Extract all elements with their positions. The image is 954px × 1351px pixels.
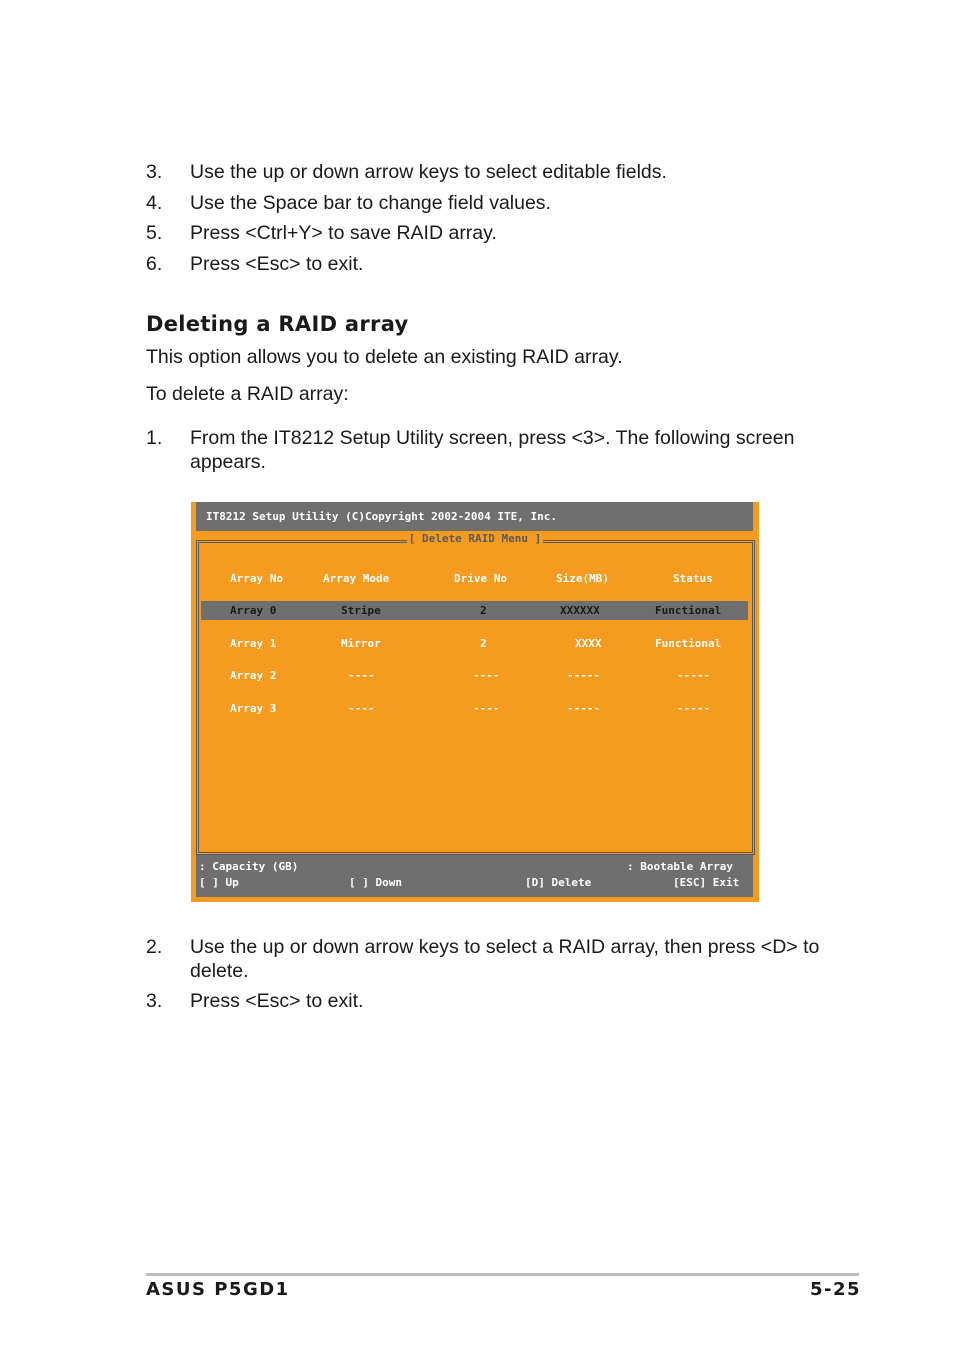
delete-key: [D] Delete (525, 876, 592, 889)
table-row-cell: ----- (567, 669, 601, 682)
bios-key-legend (196, 855, 753, 897)
table-row-cell: 2 (480, 637, 487, 650)
step-text: From the IT8212 Setup Utility screen, press <3>. The following screen appears. (190, 427, 795, 473)
col-header-drive-no: Drive No (454, 572, 507, 585)
step-number: 3. (146, 990, 163, 1012)
col-header-array-no: Array No (230, 572, 283, 585)
table-row-cell: ---- (473, 669, 500, 682)
table-row-cell: ---- (348, 669, 375, 682)
col-header-size: Size(MB) (556, 572, 609, 585)
down-key: [ ] Down (349, 876, 402, 889)
section-title: Deleting a RAID array (146, 312, 409, 336)
bios-menu-frame (196, 540, 755, 855)
menu-title-text: [ Delete RAID Menu ] (408, 532, 542, 545)
step-number: 4. (146, 192, 163, 214)
table-row-cell[interactable]: Array 1 (230, 637, 277, 650)
table-row-cell: ---- (473, 702, 500, 715)
table-row-cell[interactable]: Array 3 (230, 702, 277, 715)
table-row-cell: Stripe (341, 604, 381, 617)
footer-product: ASUS P5GD1 (146, 1279, 290, 1300)
table-row-cell[interactable]: Array 0 (230, 604, 277, 617)
step-number: 1. (146, 427, 163, 449)
step-number: 3. (146, 161, 163, 183)
intro-paragraph: This option allows you to delete an existing RAID array. (146, 346, 623, 368)
intro-paragraph-2: To delete a RAID array: (146, 383, 349, 405)
page-number: 5-25 (810, 1279, 862, 1300)
bios-menu-title (191, 532, 759, 545)
table-row-cell: ----- (677, 669, 711, 682)
table-row-cell: ---- (348, 702, 375, 715)
esc-exit-key: [ESC] Exit (673, 876, 740, 889)
step-text: Use the up or down arrow keys to select editable fields. (190, 161, 667, 183)
step-text: Press <Esc> to exit. (190, 990, 364, 1012)
table-row-cell[interactable]: Array 2 (230, 669, 277, 682)
step-number: 2. (146, 936, 163, 958)
footer-rule (146, 1273, 859, 1276)
capacity-legend: : Capacity (GB) (199, 860, 299, 873)
table-row-cell: ----- (567, 702, 601, 715)
table-row-cell: Functional (655, 637, 722, 650)
step-text: Use the Space bar to change field values. (190, 192, 551, 214)
col-header-array-mode: Array Mode (323, 572, 390, 585)
up-key: [ ] Up (199, 876, 239, 889)
step-text: Press <Ctrl+Y> to save RAID array. (190, 222, 497, 244)
bootable-legend: : Bootable Array (627, 860, 733, 873)
table-row-cell: Functional (655, 604, 722, 617)
bios-title: IT8212 Setup Utility (C)Copyright 2002-2004 ITE, Inc. (206, 510, 557, 523)
col-header-status: Status (673, 572, 713, 585)
bios-screen (191, 502, 759, 902)
table-row-cell: XXXX (575, 637, 602, 650)
step-text: Press <Esc> to exit. (190, 253, 364, 275)
step-number: 6. (146, 253, 163, 275)
bios-title-bar (196, 502, 753, 531)
table-row-cell: 2 (480, 604, 487, 617)
table-row-cell: Mirror (341, 637, 381, 650)
table-row-cell: ----- (677, 702, 711, 715)
table-row-cell: XXXXXX (560, 604, 600, 617)
step-number: 5. (146, 222, 163, 244)
step-text: Use the up or down arrow keys to select a RAID array, then press <D> to delete. (190, 936, 820, 982)
